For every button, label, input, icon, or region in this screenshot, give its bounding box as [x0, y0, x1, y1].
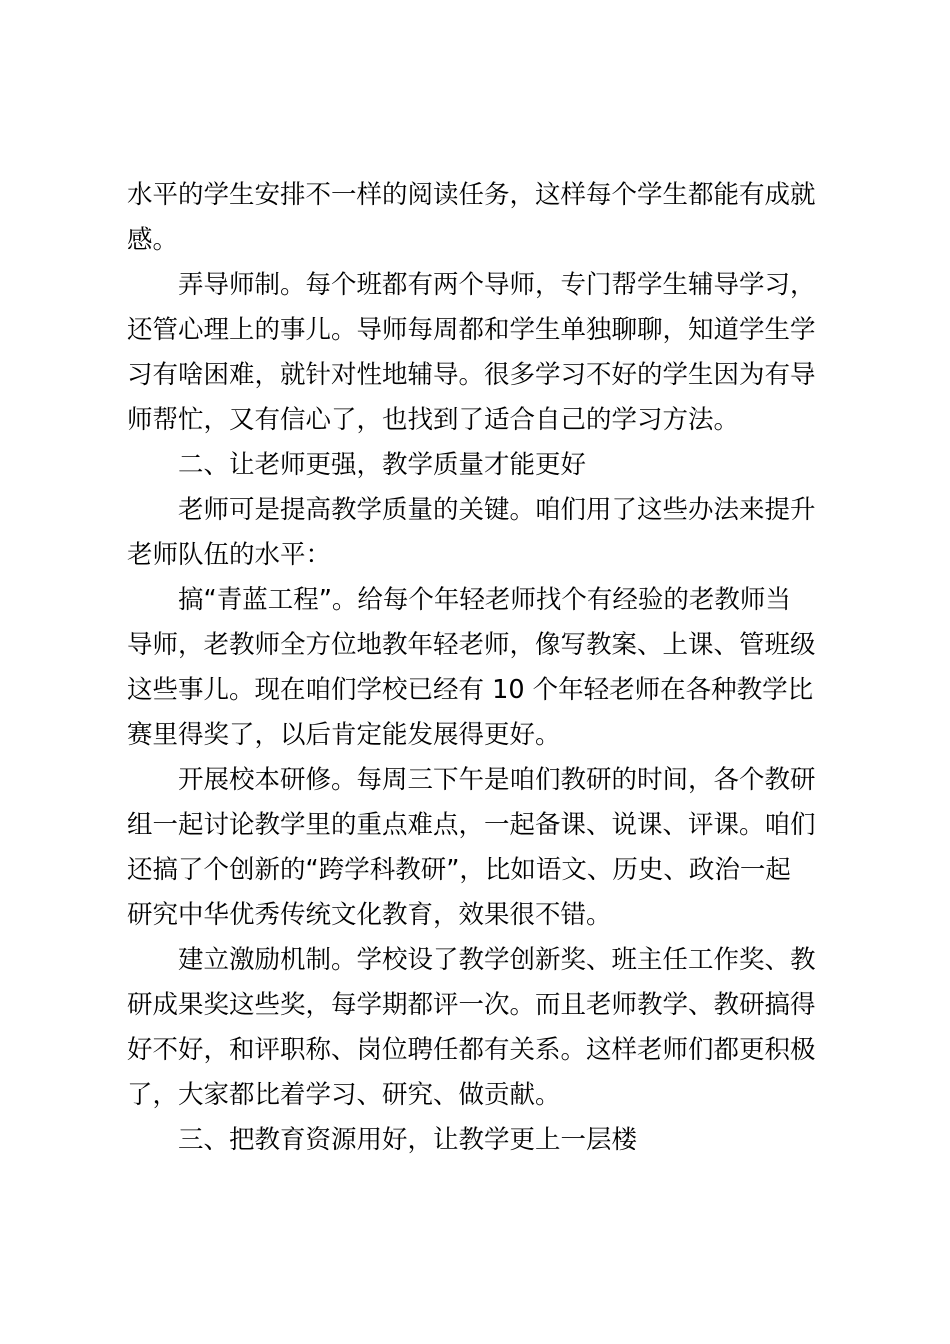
paragraph-start-line: 开展校本研修。每周三下午是咱们教研的时间，各个教研: [178, 765, 816, 795]
text-line: 这些事儿。现在咱们学校已经有 10 个年轻老师在各种教学比: [127, 675, 814, 705]
paragraph-start-line: 老师可是提高教学质量的关键。咱们用了这些办法来提升: [178, 495, 816, 525]
paragraph-start-line: 建立激励机制。学校设了教学创新奖、班主任工作奖、教: [178, 945, 816, 975]
text-line: 研成果奖这些奖，每学期都评一次。而且老师教学、教研搞得: [127, 990, 816, 1020]
text-line: 导师，老教师全方位地教年轻老师，像写教案、上课、管班级: [127, 630, 816, 660]
text-line: 水平的学生安排不一样的阅读任务，这样每个学生都能有成就: [127, 180, 816, 210]
text-line: 还搞了个创新的“跨学科教研”，比如语文、历史、政治一起: [127, 855, 791, 885]
section-heading: 二、让老师更强，教学质量才能更好: [178, 450, 587, 480]
text-line: 感。: [127, 225, 179, 255]
section-heading: 三、把教育资源用好，让教学更上一层楼: [178, 1125, 638, 1155]
text-line: 组一起讨论教学里的重点难点，一起备课、说课、评课。咱们: [127, 810, 816, 840]
text-line: 了，大家都比着学习、研究、做贡献。: [127, 1080, 561, 1110]
text-line: 赛里得奖了，以后肯定能发展得更好。: [127, 720, 561, 750]
text-line: 研究中华优秀传统文化教育，效果很不错。: [127, 900, 612, 930]
paragraph-start-line: 弄导师制。每个班都有两个导师，专门帮学生辅导学习，: [178, 270, 816, 300]
text-line: 还管心理上的事儿。导师每周都和学生单独聊聊，知道学生学: [127, 315, 816, 345]
text-line: 习有啥困难，就针对性地辅导。很多学习不好的学生因为有导: [127, 360, 816, 390]
text-line: 老师队伍的水平：: [127, 540, 332, 570]
text-line: 好不好，和评职称、岗位聘任都有关系。这样老师们都更积极: [127, 1035, 816, 1065]
paragraph-start-line: 搞“青蓝工程”。给每个年轻老师找个有经验的老教师当: [178, 585, 791, 615]
text-line: 师帮忙，又有信心了，也找到了适合自己的学习方法。: [127, 405, 740, 435]
